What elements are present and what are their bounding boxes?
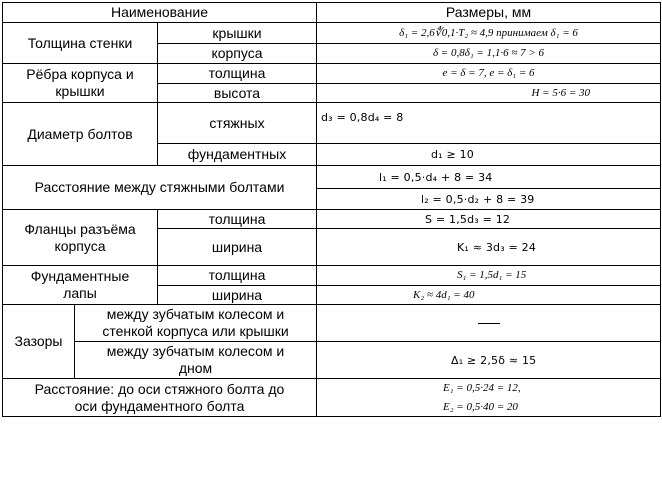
flanges-thickness-label: толщина bbox=[208, 210, 266, 227]
axis-distance-value-2: E₂ = 0,5·40 = 20 bbox=[443, 400, 518, 413]
ribs-thickness-value: e = δ = 7, e = δ₁ = 6 bbox=[442, 67, 535, 79]
header-sizes: Размеры, мм bbox=[445, 4, 532, 20]
bolt-tie-value: d₃ = 0,8d₄ = 8 bbox=[321, 110, 404, 124]
ribs-thickness-label: толщина bbox=[208, 65, 266, 81]
feet-thickness-label: толщина bbox=[208, 267, 266, 283]
feet-label: Фундаментные лапы bbox=[30, 268, 130, 301]
wall-thickness-label: Толщина стенки bbox=[27, 34, 133, 51]
ribs-label: Рёбра корпуса и крышки bbox=[26, 66, 134, 99]
flanges-width-label: ширина bbox=[211, 238, 263, 255]
specification-table bbox=[2, 2, 661, 417]
ribs-height-value: H = 5·6 = 30 bbox=[531, 86, 590, 99]
wall-cover-value: δ₁ = 2,6∜0,1·T₂ ≈ 4,9 принимаем δ₁ = 6 bbox=[399, 26, 578, 39]
rule bbox=[2, 416, 661, 417]
wall-body-label: корпуса bbox=[211, 45, 263, 61]
gaps-wheel-wall-value bbox=[317, 305, 660, 341]
axis-distance-label: Расстояние: до оси стяжного болта до оси фундаментного болта bbox=[34, 380, 285, 414]
dash-mark bbox=[478, 323, 500, 324]
ribs-height-label: высота bbox=[213, 84, 261, 101]
bolt-foundation-label: фундаментных bbox=[187, 146, 287, 162]
gaps-wheel-wall-label: между зубчатым колесом и стенкой корпуса или крышки bbox=[102, 306, 289, 339]
flanges-thickness-value: S = 1,5d₃ = 12 bbox=[425, 212, 511, 226]
tie-bolt-distance-value-2: l₂ = 0,5·d₂ + 8 = 39 bbox=[421, 192, 535, 206]
bolt-diameter-label: Диаметр болтов bbox=[27, 125, 133, 142]
tie-bolt-distance-label: Расстояние между стяжными болтами bbox=[34, 179, 285, 195]
header-name: Наименование bbox=[110, 4, 209, 20]
tie-bolt-distance-value-1: l₁ = 0,5·d₄ + 8 = 34 bbox=[379, 170, 493, 184]
gaps-wheel-bottom-value: Δ₁ ≥ 2,5δ ≈ 15 bbox=[451, 353, 537, 367]
feet-thickness-value: S₁ = 1,5d₁ = 15 bbox=[457, 269, 527, 281]
bolt-tie-label: стяжных bbox=[209, 114, 265, 131]
gaps-label: Зазоры bbox=[14, 333, 63, 349]
rule bbox=[660, 2, 661, 417]
axis-distance-value-1: E₁ = 0,5·24 = 12, bbox=[443, 382, 521, 394]
feet-width-label: ширина bbox=[211, 286, 263, 303]
wall-body-value: δ = 0,8δ₁ = 1,1·6 ≈ 7 > 6 bbox=[432, 47, 545, 59]
flanges-label: Фланцы разъёма корпуса bbox=[24, 220, 136, 254]
bolt-foundation-value: d₁ ≥ 10 bbox=[431, 148, 474, 161]
wall-cover-label: крышки bbox=[212, 24, 262, 41]
flanges-width-value: K₁ ≈ 3d₃ = 24 bbox=[457, 240, 537, 254]
gaps-wheel-bottom-label: между зубчатым колесом и дном bbox=[106, 343, 285, 376]
feet-width-value: K₂ ≈ 4d₁ = 40 bbox=[413, 288, 475, 301]
